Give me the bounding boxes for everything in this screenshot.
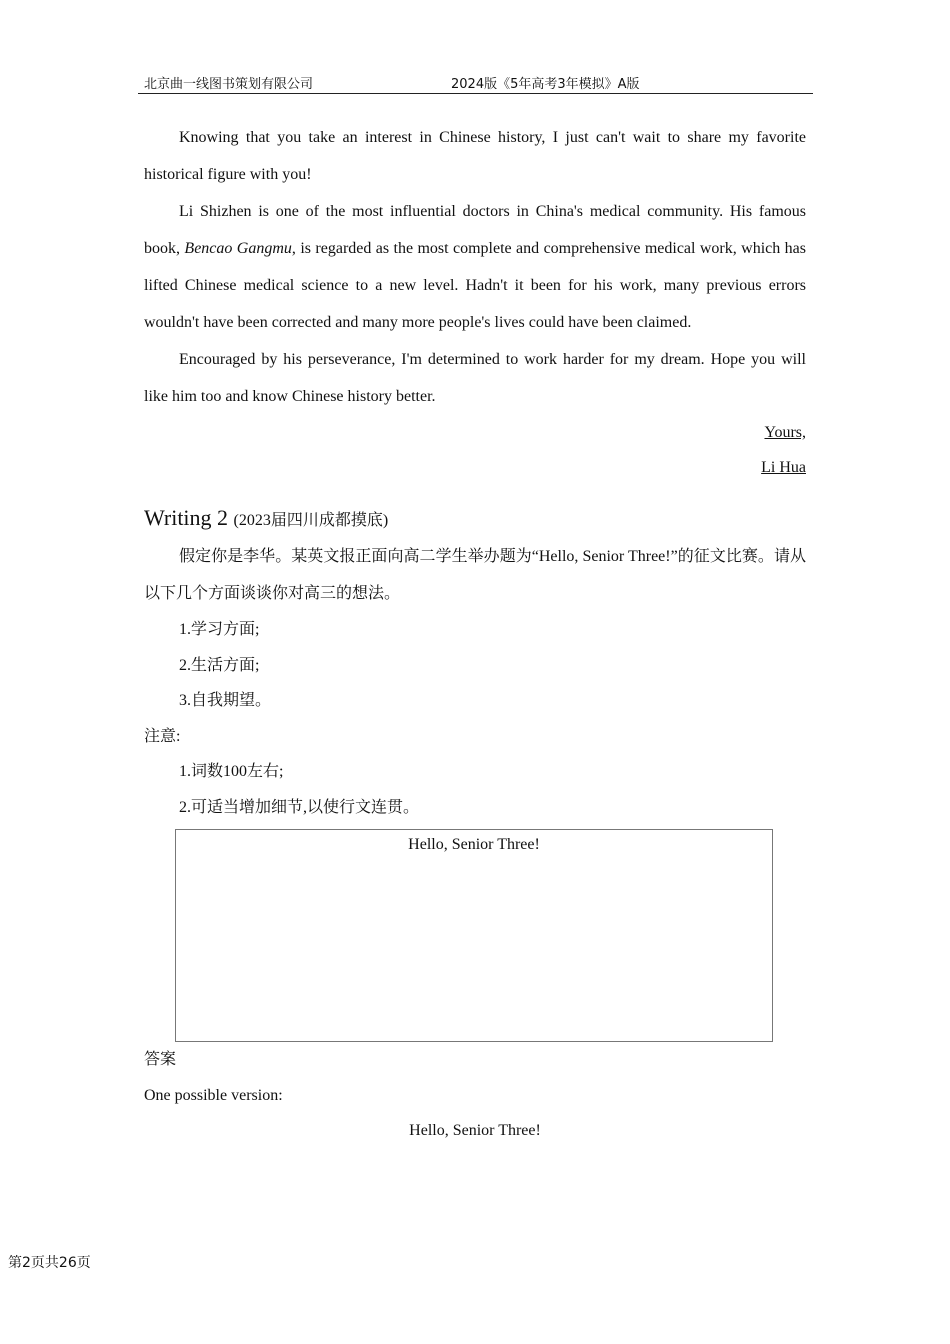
letter-paragraph-2 xyxy=(144,193,806,341)
notice-label: 注意: xyxy=(144,727,181,745)
letter-paragraph-1: Knowing that you take an interest in Chinese history, I just can't wait to share my favorite historical figure with you! xyxy=(144,129,806,183)
letter-paragraph-3: Encouraged by his perseverance, I'm determined to work harder for my dream. Hope you will like him too and know Chinese history better. xyxy=(144,351,806,405)
notice-item: 1.词数100左右; xyxy=(179,763,284,780)
book-title-italic: Bencao Gangmu xyxy=(184,240,292,257)
closing-text: Yours, xyxy=(764,424,806,441)
section-source: (2023届四川成都摸底) xyxy=(233,512,389,529)
section-heading xyxy=(144,501,806,538)
page-header xyxy=(138,72,813,94)
para2-text-after: , is regarded as the most complete and comprehensive medical work, which has lifted Chinese medical science to a new level. Hadn't it been for his work, many previous errors wouldn't have been corrected and many more people's lives could have been claimed. xyxy=(144,240,807,331)
prompt-point: 3.自我期望。 xyxy=(179,692,272,709)
header-book-title: 2024版《5年高考3年模拟》A版 xyxy=(451,77,640,92)
answer-writing-box xyxy=(175,829,773,1042)
page-number: 第2页共26页 xyxy=(8,1255,91,1271)
box-title: Hello, Senior Three! xyxy=(408,836,540,853)
notice-item: 2.可适当增加细节,以使行文连贯。 xyxy=(179,798,420,816)
letter-closing xyxy=(144,415,806,450)
answer-title: Hello, Senior Three! xyxy=(409,1122,541,1139)
page-content xyxy=(144,119,806,1148)
prompt-point: 2.生活方面; xyxy=(179,656,260,674)
section-title: Writing 2 xyxy=(144,505,229,530)
header-publisher: 北京曲一线图书策划有限公司 xyxy=(144,77,314,92)
answer-label: 答案 xyxy=(144,1051,177,1068)
writing-prompt: 假定你是李华。某英文报正面向高二学生举办题为“Hello, Senior Three!”的征文比赛。请从以下几个方面谈谈你对高三的想法。 xyxy=(144,548,806,602)
letter-signature xyxy=(144,450,806,485)
signature-text: Li Hua xyxy=(761,459,806,476)
answer-intro: One possible version: xyxy=(144,1086,283,1104)
prompt-point: 1.学习方面; xyxy=(179,621,260,638)
para2-text-before: Li Shizhen is one of the most influential doctors in China's medical community. His famous book, xyxy=(144,203,806,257)
